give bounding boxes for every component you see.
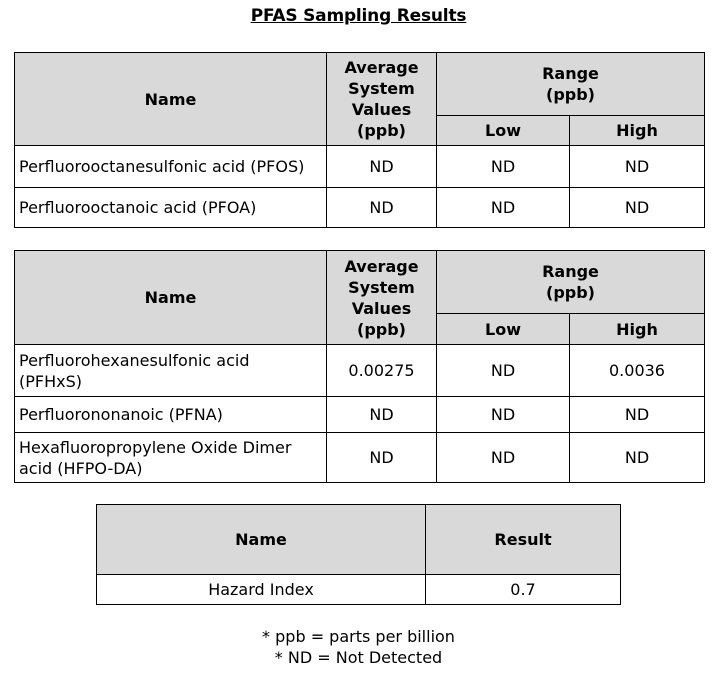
header-high: High [570,116,705,146]
header-low: Low [437,314,570,345]
header-name: Name [15,53,327,146]
pfas-results-table-1 [14,52,705,228]
header-range: Range (ppb) [437,53,705,116]
row-high: ND [570,433,705,483]
row-average: ND [327,146,437,188]
header-name: Name [15,251,327,345]
header-range: Range (ppb) [437,251,705,314]
header-result: Result [426,505,621,575]
table-row [97,575,621,605]
header-name: Name [97,505,426,575]
row-name: Perfluorooctanesulfonic acid (PFOS) [15,146,327,188]
row-low: ND [437,397,570,433]
header-high: High [570,314,705,345]
header-average-system-values: Average System Values (ppb) [327,251,437,345]
row-high: ND [570,397,705,433]
row-average: ND [327,397,437,433]
table-row [15,397,705,433]
table-row [15,433,705,483]
row-result: 0.7 [426,575,621,605]
row-name: Hexafluoropropylene Oxide Dimer acid (HFPO-DA) [15,433,327,483]
table-row [15,146,705,188]
table-row [15,188,705,228]
row-name: Hazard Index [97,575,426,605]
row-average: ND [327,433,437,483]
pfas-results-table-2 [14,250,705,483]
header-average-system-values: Average System Values (ppb) [327,53,437,146]
row-high: 0.0036 [570,345,705,397]
row-average: ND [327,188,437,228]
row-low: ND [437,433,570,483]
row-high: ND [570,188,705,228]
row-name: Perfluorononanoic (PFNA) [15,397,327,433]
table-row [15,345,705,397]
footnote-nd: * ND = Not Detected [274,648,443,667]
row-name: Perfluorooctanoic acid (PFOA) [15,188,327,228]
hazard-index-table [96,504,621,605]
row-low: ND [437,345,570,397]
row-low: ND [437,146,570,188]
header-low: Low [437,116,570,146]
row-name: Perfluorohexanesulfonic acid (PFHxS) [15,345,327,397]
row-low: ND [437,188,570,228]
page-title: PFAS Sampling Results [250,6,467,26]
row-average: 0.00275 [327,345,437,397]
footnote-ppb: * ppb = parts per billion [262,627,455,646]
row-high: ND [570,146,705,188]
